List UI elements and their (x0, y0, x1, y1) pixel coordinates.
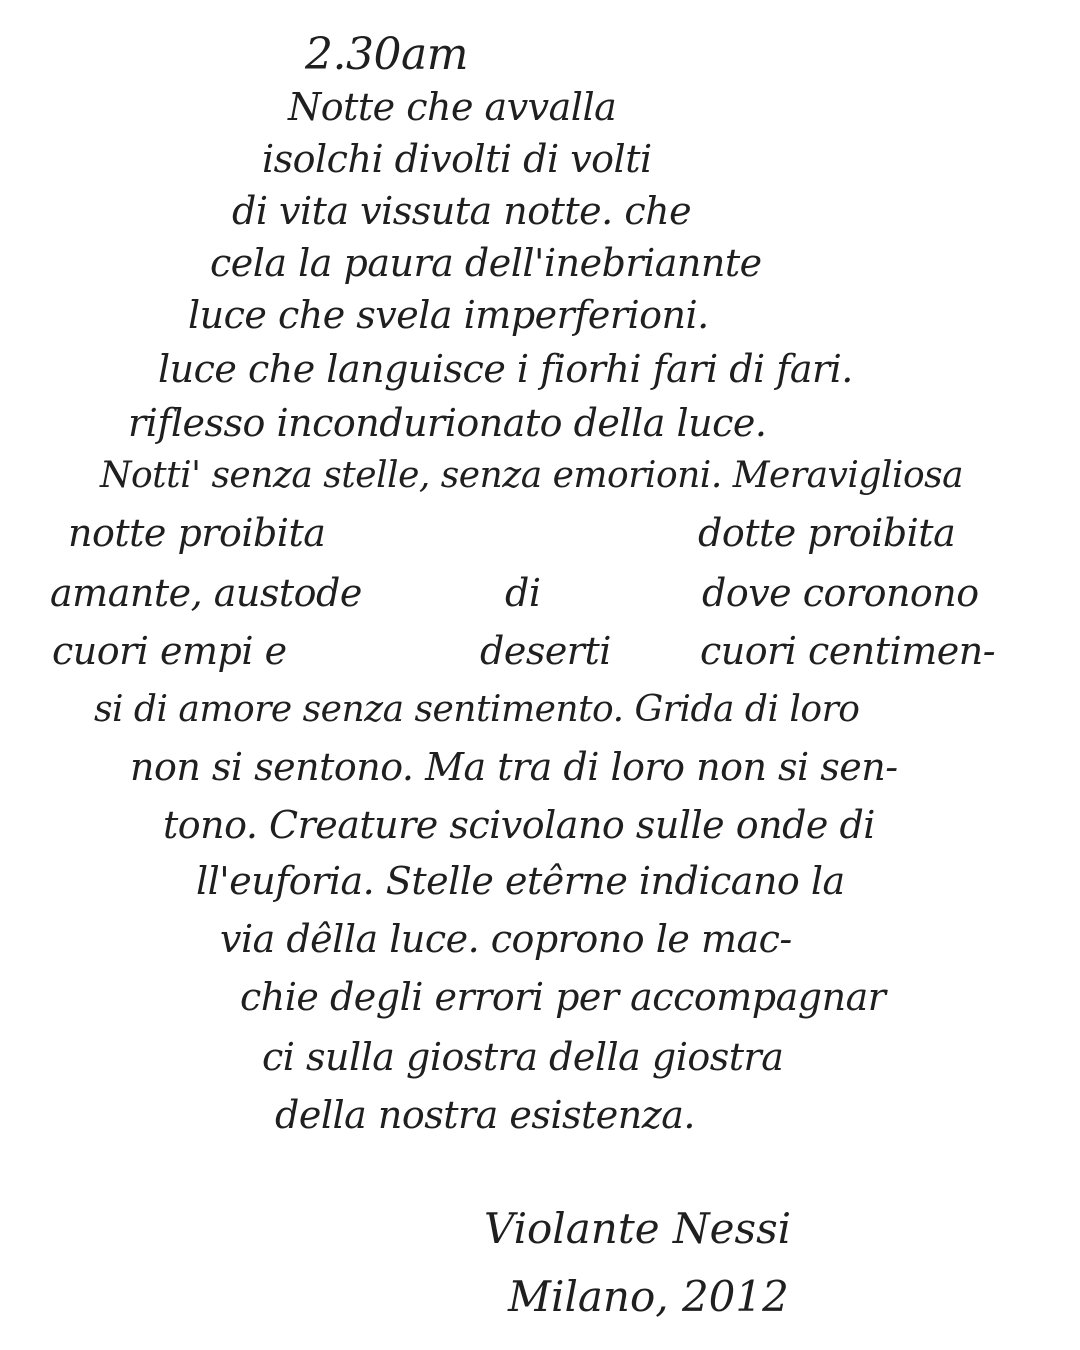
poem-time: 2.30am (305, 29, 468, 80)
poem-line: luce che languisce i fiorhi fari di fari. (158, 347, 853, 391)
poem-line: ll'euforia. Stelle etêrne indicano la (196, 859, 845, 903)
poem-line: si di amore senza sentimento. Grida di loro (94, 689, 860, 730)
poem-line: riflesso incondurionato della luce. (128, 401, 767, 445)
poem-line: via dêlla luce. coprono le mac- (220, 917, 792, 961)
author-signature: Violante Nessi (484, 1204, 792, 1253)
poem-line: di vita vissuta notte. che (232, 189, 692, 233)
poem-line: ci sulla giostra della giostra (262, 1035, 784, 1079)
poem-split-right: cuori centimen- (700, 629, 996, 673)
poem-split-middle: deserti (480, 629, 611, 673)
poem-line: Notti' senza stelle, senza emorioni. Meravigliosa (100, 455, 964, 496)
poem-split-left: cuori empi e (52, 629, 287, 673)
poem-line: cela la paura dell'inebriannte (210, 241, 762, 285)
poem-split-left: amante, austode (50, 571, 362, 615)
poem-split-right: dotte proibita (698, 511, 956, 555)
poem-split-middle: di (505, 571, 541, 615)
poem-split-right: dove coronono (702, 571, 979, 615)
poem-line: chie degli errori per accompagnar (240, 975, 886, 1019)
poem-line: isolchi divolti di volti (262, 137, 652, 181)
poem-line: Notte che avvalla (288, 85, 617, 129)
poem-line: luce che svela imperferioni. (188, 293, 709, 337)
poem-line: tono. Creature scivolano sulle onde di (163, 803, 875, 847)
poem-split-left: notte proibita (68, 511, 326, 555)
place-date: Milano, 2012 (508, 1272, 789, 1321)
poem-line: non si sentono. Ma tra di loro non si sen- (130, 745, 898, 789)
poem-line: della nostra esistenza. (275, 1093, 696, 1137)
